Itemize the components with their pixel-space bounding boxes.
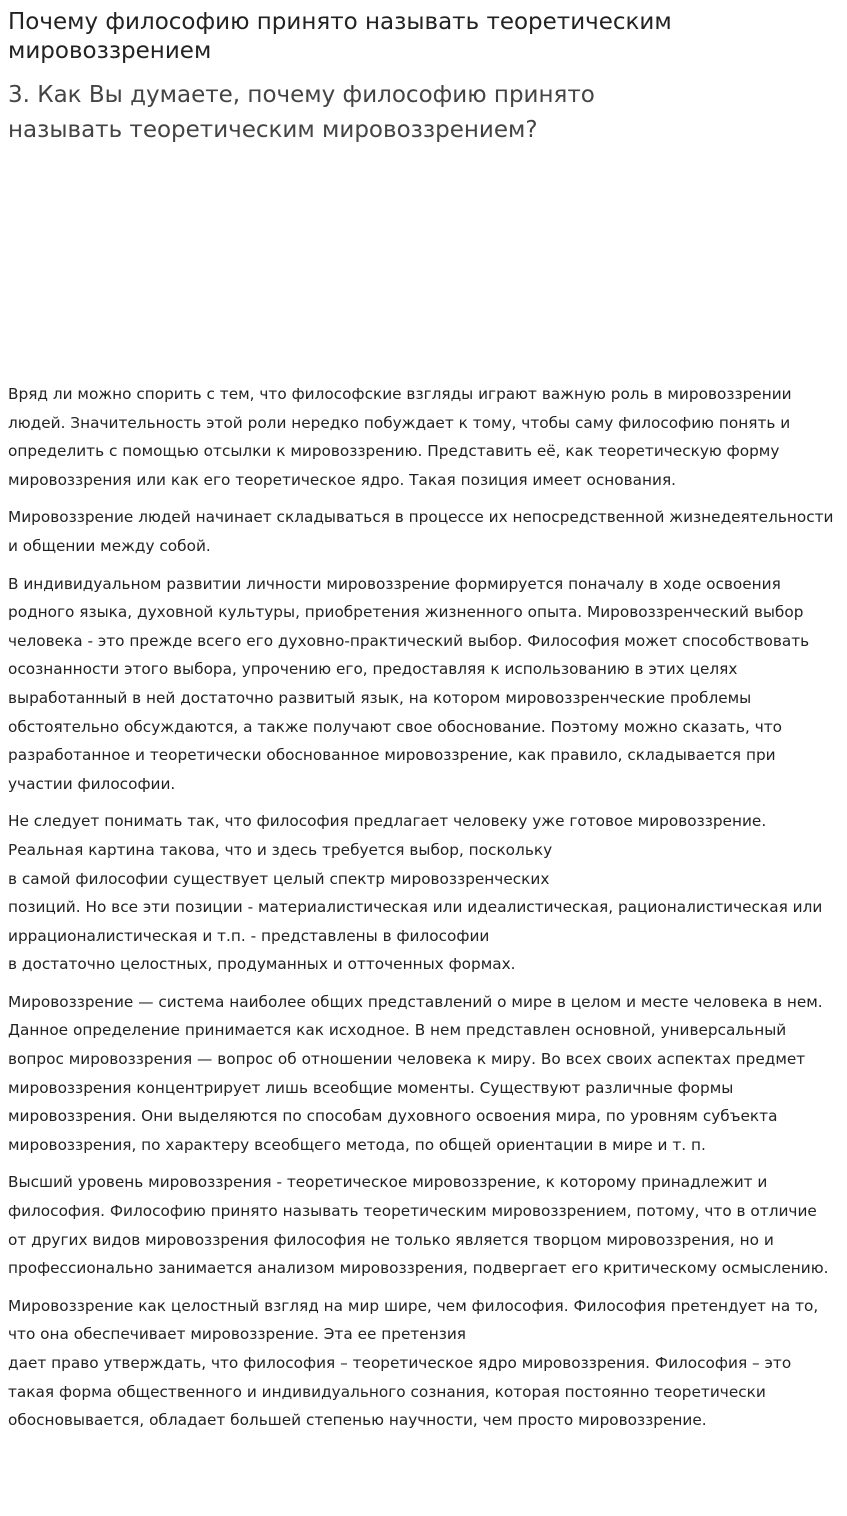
- article-paragraph: Мировоззрение — система наиболее общих представлений о мире в целом и месте человека в нем. Данное определение принимается как исходное. В нем представлен основной, универсальный вопрос мировоззрения — вопрос об отношении человека к миру. Во всех своих аспектах предмет мировоззрения концентрирует лишь всеобщие моменты. Существуют различные формы мировоззрения. Они выделяются по способам духовного освоения мира, по уровням субъекта мировоззрения, по характеру всеобщего метода, по общей ориентации в мире и т. п.: [8, 992, 823, 1154]
- article-paragraph: В индивидуальном развитии личности мировоззрение формируется поначалу в ходе освоения родного языка, духовной культуры, приобретения жизненного опыта. Мировоззренческий выбор человека - это прежде всего его духовно-практический выбор. Философия может способствовать осознанности этого выбора, упрочению его, предоставляя к использованию в этих целях выработанный в ней достаточно развитый язык, на котором мировоззренческие проблемы обстоятельно обсуждаются, а также получают свое обоснование. Поэтому можно сказать, что разработанное и теоретически обоснованное мировоззрение, как правило, складывается при участии философии.: [8, 574, 810, 793]
- page-title: Почему философию принято называть теоретическим мировоззрением: [8, 9, 672, 64]
- article-paragraph: Высший уровень мировоззрения - теоретическое мировоззрение, к которому принадлежит и философия. Философию принято называть теоретическим мировоззрением, потому, что в отличие от других видов мировоззрения философия не только является творцом мировоззрения, но и профессионально занимается анализом мировоззрения, подвергает его критическому осмыслению.: [8, 1173, 829, 1278]
- article-paragraph: Не следует понимать так, что философия предлагает человеку уже готовое мировоззрение. Реальная картина такова, что и здесь требуется выбор, поскольку в самой философии существует целый спектр мировоззренческих позиций. Но все эти позиции - материалистическая или идеалистическая, рационалистическая или иррационалистическая и т.п. - представлены в философии в достаточно целостных, продуманных и отточенных формах.: [8, 812, 823, 974]
- article-paragraph: Мировоззрение как целостный взгляд на мир шире, чем философия. Философия претендует на то, что она обеспечивает мировоззрение. Эта ее претензия дает право утверждать, что философия – теоретическое ядро мировоззрения. Философия – это такая форма общественного и индивидуального сознания, которая постоянно теоретически обосновывается, обладает большей степенью научности, чем просто мировоззрение.: [8, 1296, 819, 1430]
- article-body: [8, 380, 839, 1435]
- article-paragraph: Мировоззрение людей начинает складываться в процессе их непосредственной жизнедеятельности и общении между собой.: [8, 508, 834, 555]
- blank-space: [8, 148, 839, 380]
- question-heading: 3. Как Вы думаете, почему философию принято называть теоретическим мировоззрением?: [8, 82, 595, 143]
- article-paragraph: Вряд ли можно спорить с тем, что философские взгляды играют важную роль в мировоззрении людей. Значительность этой роли нередко побуждает к тому, чтобы саму философию понять и определить с помощью отсылки к мировоззрению. Представить её, как теоретическую форму мировоззрения или как его теоретическое ядро. Такая позиция имеет основания.: [8, 385, 792, 489]
